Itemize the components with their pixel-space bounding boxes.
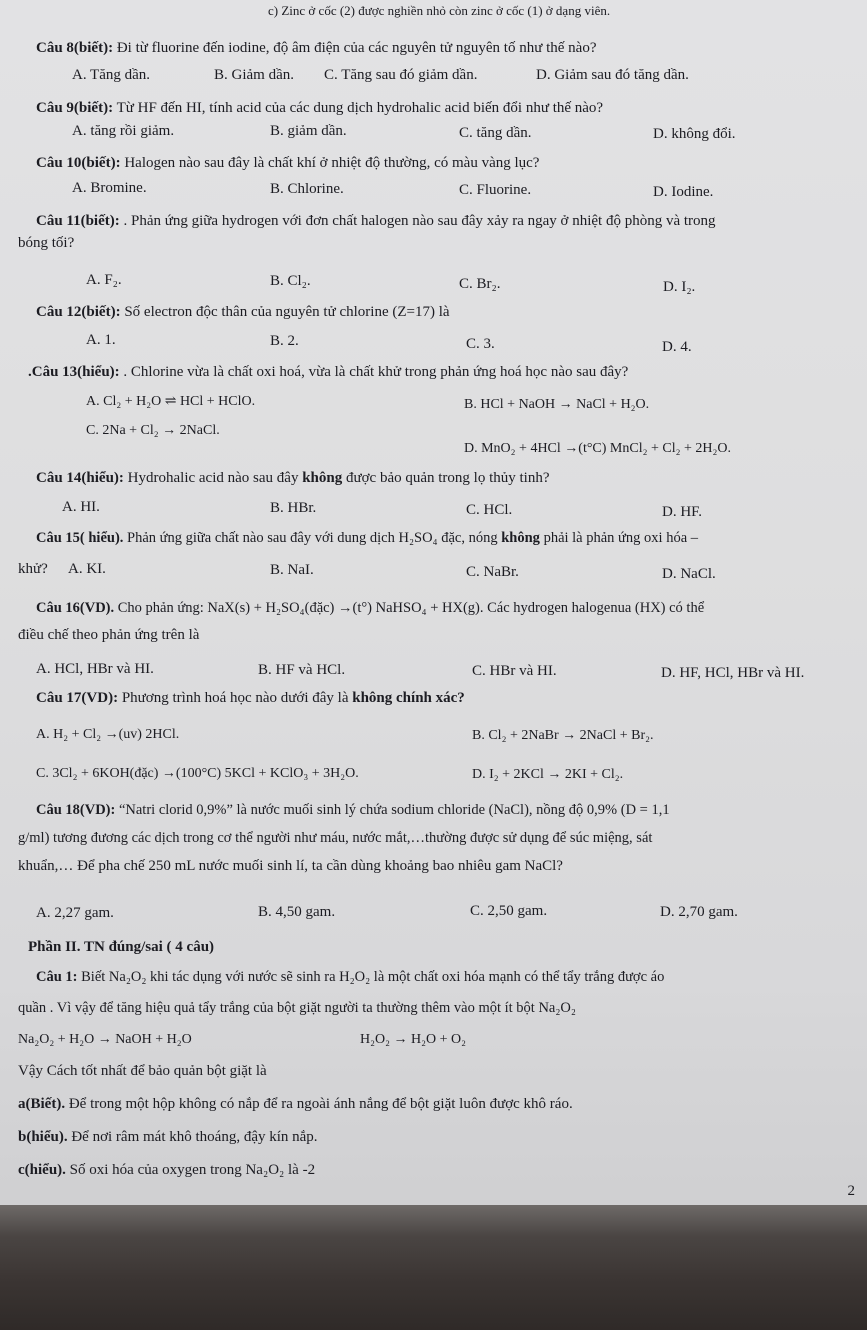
q10-label: Câu 10(biết):	[36, 155, 121, 171]
q15-text-2: khử?	[18, 561, 48, 577]
part2-equation-2: H₂O₂ → H₂O + O₂	[360, 1032, 466, 1047]
question-11	[36, 212, 716, 230]
part2-statement-b	[18, 1128, 318, 1146]
q14-option-a: A. HI.	[62, 499, 100, 515]
q8-option-c: C. Tăng sau đó giảm dần.	[324, 67, 478, 83]
q15-option-a: A. KI.	[68, 561, 106, 577]
q13-option-c: C. 2Na + Cl₂ → 2NaCl.	[86, 423, 220, 438]
q9-option-c: C. tăng dần.	[459, 125, 532, 141]
q18-label: Câu 18(VD):	[36, 802, 116, 818]
q13-option-d: D. MnO₂ + 4HCl →(t°C) MnCl₂ + Cl₂ + 2H₂O.	[464, 441, 731, 456]
q9-text: Từ HF đến HI, tính acid của các dung dịch hydrohalic acid biến đổi như thế nào?	[116, 100, 604, 116]
q10-option-a: A. Bromine.	[72, 180, 147, 196]
q17-option-b: B. Cl₂ + 2NaBr → 2NaCl + Br₂.	[472, 728, 654, 743]
q14-bold: không	[302, 470, 343, 486]
q15-option-d: D. NaCl.	[662, 566, 716, 582]
part2-q1	[36, 968, 664, 986]
q12-option-c: C. 3.	[466, 336, 495, 352]
q11-option-d: D. I₂.	[663, 279, 696, 295]
q16-text-2: điều chế theo phản ứng trên là	[18, 627, 200, 643]
q18-option-b: B. 4,50 gam.	[258, 904, 336, 920]
q17-text: Phương trình hoá học nào dưới đây là	[121, 690, 349, 706]
q10-option-c: C. Fluorine.	[459, 182, 532, 198]
page-number: 2	[847, 1183, 855, 1199]
q17-label: Câu 17(VD):	[36, 690, 119, 706]
q9-option-d: D. không đổi.	[653, 126, 736, 142]
question-8	[36, 39, 597, 57]
q14-option-d: D. HF.	[662, 504, 703, 520]
q11-text: . Phản ứng giữa hydrogen với đơn chất halogen nào sau đây xảy ra ngay ở nhiệt độ phòng và trong	[123, 213, 716, 229]
q10-text: Halogen nào sau đây là chất khí ở nhiệt độ thường, có màu vàng lục?	[124, 155, 540, 171]
part2-q1-label: Câu 1:	[36, 969, 78, 985]
question-12	[36, 303, 450, 321]
q8-option-a: A. Tăng dần.	[72, 67, 151, 83]
part2-b-label: b(hiểu).	[18, 1129, 68, 1145]
q13-text: . Chlorine vừa là chất oxi hoá, vừa là chất khử trong phản ứng hoá học nào sau đây?	[123, 364, 629, 380]
part2-statement-a	[18, 1095, 573, 1113]
question-13	[28, 363, 628, 381]
question-14	[36, 469, 550, 487]
part2-c-label: c(hiểu).	[18, 1162, 66, 1178]
top-line: c) Zinc ở cốc (2) được nghiền nhỏ còn zinc ở cốc (1) ở dạng viên.	[268, 3, 611, 18]
q13-option-b: B. HCl + NaOH → NaCl + H₂O.	[464, 397, 650, 412]
question-9	[36, 99, 603, 117]
q18-text-2: g/ml) tương đương các dịch trong cơ thể người như máu, nước mắt,…thường được sử dụng để súc miệng, sát	[18, 830, 653, 846]
q14-option-c: C. HCl.	[466, 502, 513, 518]
q12-label: Câu 12(biết):	[36, 304, 121, 320]
q9-option-a: A. tăng rồi giảm.	[72, 123, 175, 139]
part2-q1-text-2: quần . Vì vậy để tăng hiệu quả tẩy trắng của bột giặt người ta thường thêm vào một ít bột Na₂O₂	[18, 1000, 576, 1016]
q15-bold: không	[501, 530, 540, 546]
q16-text: Cho phản ứng: NaX(s) + H₂SO₄(đặc) →(t°) NaHSO₄ + HX(g). Các hydrogen halogenua (HX) có thể	[117, 600, 705, 616]
q11-text-2: bóng tối?	[18, 235, 75, 251]
q14-text: Hydrohalic acid nào sau đây	[127, 470, 299, 486]
q15-option-b: B. NaI.	[270, 562, 314, 578]
q15-label: Câu 15( hiểu).	[36, 530, 124, 546]
q9-option-b: B. giảm dần.	[270, 123, 347, 139]
q11-option-c: C. Br₂.	[459, 276, 501, 292]
part-2-title: Phần II. TN đúng/sai ( 4 câu)	[28, 939, 215, 955]
q16-option-b: B. HF và HCl.	[258, 662, 346, 678]
q17-bold: không chính xác?	[352, 690, 465, 706]
q18-option-c: C. 2,50 gam.	[470, 903, 548, 919]
q17-option-a: A. H₂ + Cl₂ →(uv) 2HCl.	[36, 727, 180, 742]
q18-text-3: khuẩn,… Để pha chế 250 mL nước muối sinh lí, ta cần dùng khoảng bao nhiêu gam NaCl?	[18, 858, 563, 874]
q12-option-b: B. 2.	[270, 333, 299, 349]
q12-option-d: D. 4.	[662, 339, 692, 355]
q10-option-d: D. Iodine.	[653, 184, 714, 200]
question-16	[36, 599, 704, 617]
q12-option-a: A. 1.	[86, 332, 116, 348]
q11-label: Câu 11(biết):	[36, 213, 120, 229]
q15-text-end: phải là phản ứng oxi hóa –	[543, 530, 699, 546]
q11-option-b: B. Cl₂.	[270, 273, 311, 289]
q10-option-b: B. Chlorine.	[270, 181, 344, 197]
q16-option-a: A. HCl, HBr và HI.	[36, 661, 154, 677]
q15-text: Phản ứng giữa chất nào sau đây với dung dịch H₂SO₄ đặc, nóng	[127, 530, 498, 546]
part2-equation-1: Na₂O₂ + H₂O → NaOH + H₂O	[18, 1032, 192, 1047]
part2-b-text: Để nơi râm mát khô thoáng, đậy kín nắp.	[71, 1129, 318, 1145]
q11-option-a: A. F₂.	[86, 272, 122, 288]
part2-c-text: Số oxi hóa của oxygen trong Na₂O₂ là -2	[69, 1162, 316, 1178]
q17-option-c: C. 3Cl₂ + 6KOH(đặc) →(100°C) 5KCl + KClO₃ + 3H₂O.	[36, 766, 359, 781]
q16-option-c: C. HBr và HI.	[472, 663, 557, 679]
question-15	[36, 529, 698, 547]
q16-label: Câu 16(VD).	[36, 600, 115, 616]
question-18	[36, 801, 670, 819]
q17-option-d: D. I₂ + 2KCl → 2KI + Cl₂.	[472, 767, 624, 782]
q18-text: “Natri clorid 0,9%” là nước muối sinh lý chứa sodium chloride (NaCl), nồng độ 0,9% (D = 1,1	[118, 802, 670, 818]
part2-q1-text: Biết Na₂O₂ khi tác dụng với nước sẽ sinh ra H₂O₂ là một chất oxi hóa mạnh có thể tẩy trắng được áo	[81, 969, 665, 985]
q8-text: Đi từ fluorine đến iodine, độ âm điện của các nguyên tử nguyên tố như thế nào?	[116, 40, 597, 56]
q9-label: Câu 9(biết):	[36, 100, 114, 116]
question-17	[36, 689, 465, 707]
q15-option-c: C. NaBr.	[466, 564, 519, 580]
part2-a-text: Để trong một hộp không có nắp để ra ngoài ánh nắng để bột giặt luôn được khô ráo.	[68, 1096, 573, 1112]
q14-text-end: được bảo quản trong lọ thủy tinh?	[345, 470, 550, 486]
q14-label: Câu 14(hiểu):	[36, 470, 124, 486]
q18-option-d: D. 2,70 gam.	[660, 904, 738, 920]
background-shadow	[0, 1205, 867, 1330]
part2-a-label: a(Biết).	[18, 1096, 66, 1112]
q16-option-d: D. HF, HCl, HBr và HI.	[661, 665, 805, 681]
q13-option-a: A. Cl₂ + H₂O ⇌ HCl + HClO.	[86, 394, 256, 409]
q18-option-a: A. 2,27 gam.	[36, 905, 114, 921]
q8-option-d: D. Giảm sau đó tăng dần.	[536, 67, 689, 83]
question-10	[36, 154, 539, 172]
q8-label: Câu 8(biết):	[36, 40, 114, 56]
q12-text: Số electron độc thân của nguyên tử chlorine (Z=17) là	[124, 304, 450, 320]
q14-option-b: B. HBr.	[270, 500, 317, 516]
part2-q1-text-3: Vậy Cách tốt nhất để bảo quản bột giặt là	[18, 1063, 267, 1079]
part2-statement-c	[18, 1161, 315, 1179]
q8-option-b: B. Giảm dần.	[214, 67, 294, 83]
q13-label: .Câu 13(hiểu):	[28, 364, 120, 380]
